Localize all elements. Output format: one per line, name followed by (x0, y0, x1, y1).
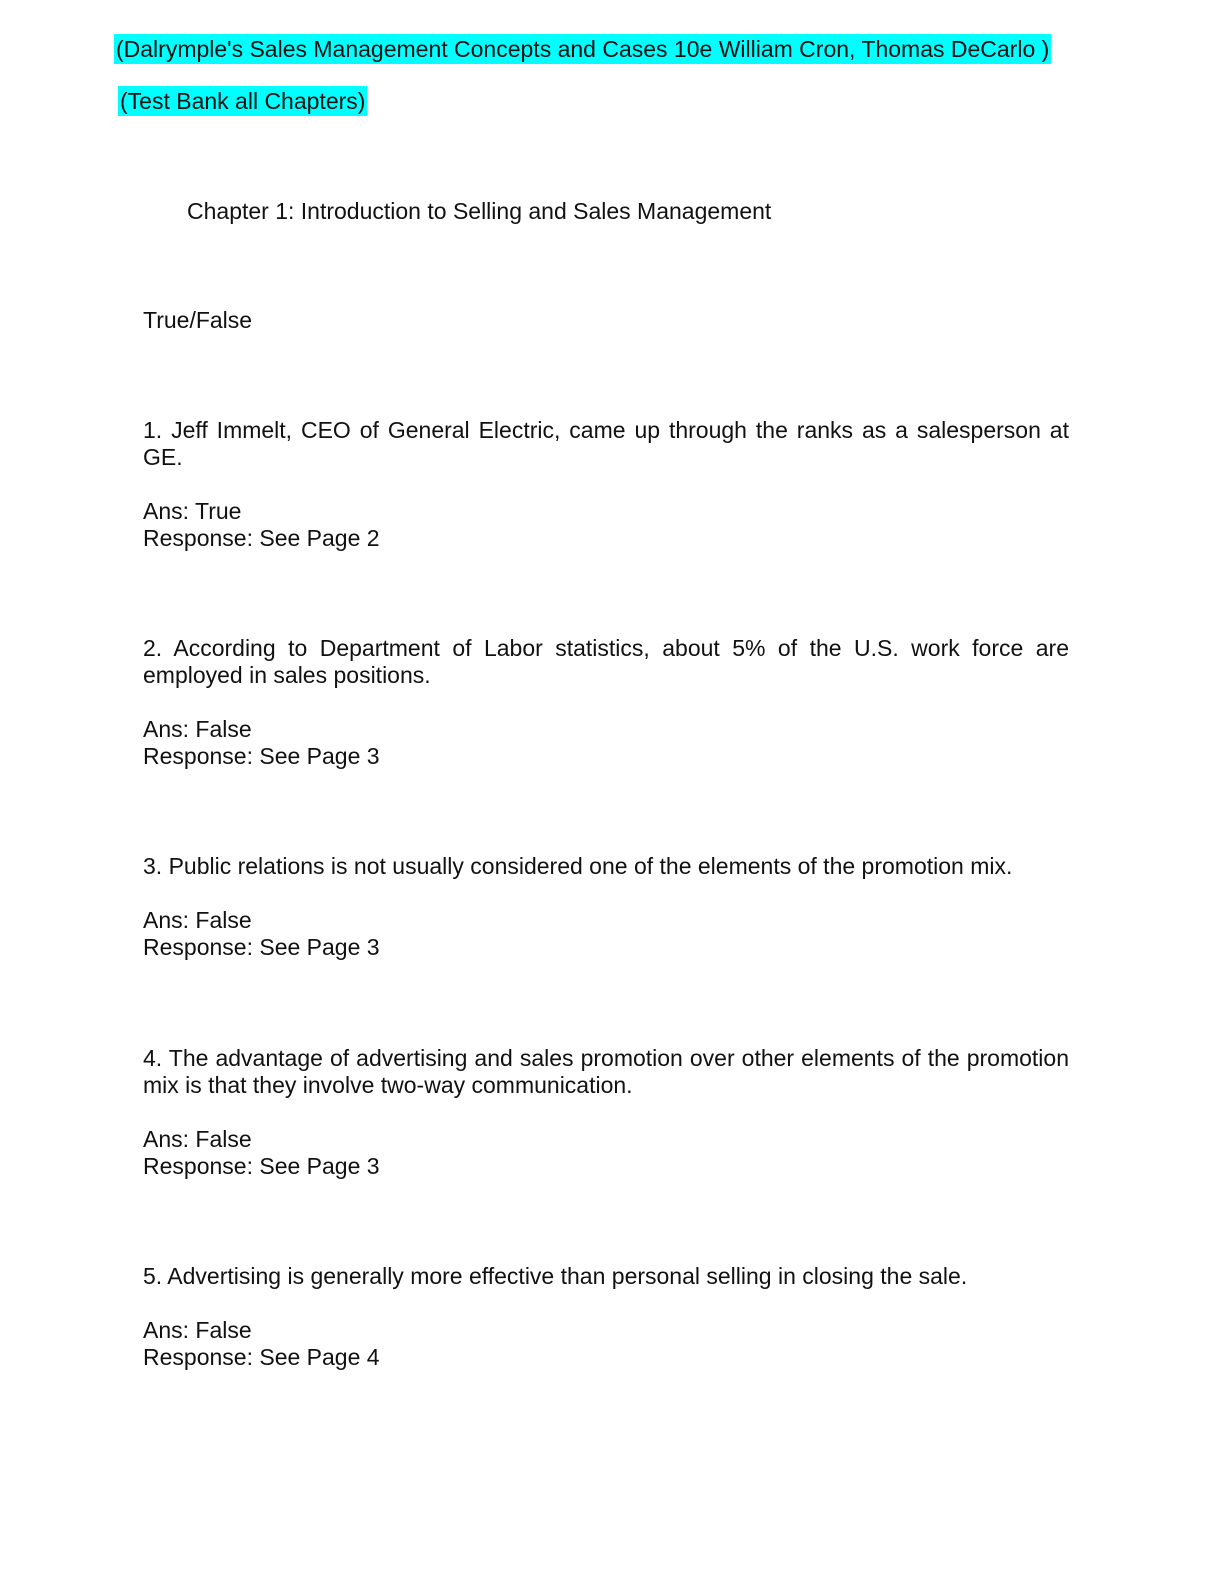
chapter-title: Chapter 1: Introduction to Selling and Sales Management (187, 198, 772, 224)
question-text: 2. According to Department of Labor statistics, about 5% of the U.S. work force are employed in sales positions. (143, 635, 1069, 688)
response-text: Response: See Page 3 (143, 743, 380, 769)
answer-text: Ans: False (143, 1126, 252, 1152)
question-item (143, 417, 1069, 552)
answer-text: Ans: False (143, 907, 252, 933)
banner-title: (Dalrymple's Sales Management Concepts and Cases 10e William Cron, Thomas DeCarlo ) (116, 36, 1050, 62)
banner-subtitle: (Test Bank all Chapters) (120, 88, 366, 114)
response-text: Response: See Page 4 (143, 1344, 380, 1370)
response-text: Response: See Page 2 (143, 525, 380, 551)
question-item (143, 853, 1069, 961)
response-text: Response: See Page 3 (143, 1153, 380, 1179)
question-item (143, 635, 1069, 770)
section-heading: True/False (143, 307, 253, 333)
question-text: 1. Jeff Immelt, CEO of General Electric, came up through the ranks as a salesperson at GE. (143, 417, 1069, 470)
answer-text: Ans: False (143, 1317, 252, 1343)
response-text: Response: See Page 3 (143, 934, 380, 960)
answer-text: Ans: True (143, 498, 242, 524)
question-text: 5. Advertising is generally more effective than personal selling in closing the sale. (143, 1263, 968, 1289)
answer-text: Ans: False (143, 716, 252, 742)
question-text: 3. Public relations is not usually considered one of the elements of the promotion mix. (143, 853, 1013, 879)
question-item (143, 1263, 1069, 1371)
question-item (143, 1045, 1069, 1180)
question-text: 4. The advantage of advertising and sales promotion over other elements of the promotion mix is that they involve two-way communication. (143, 1045, 1069, 1098)
